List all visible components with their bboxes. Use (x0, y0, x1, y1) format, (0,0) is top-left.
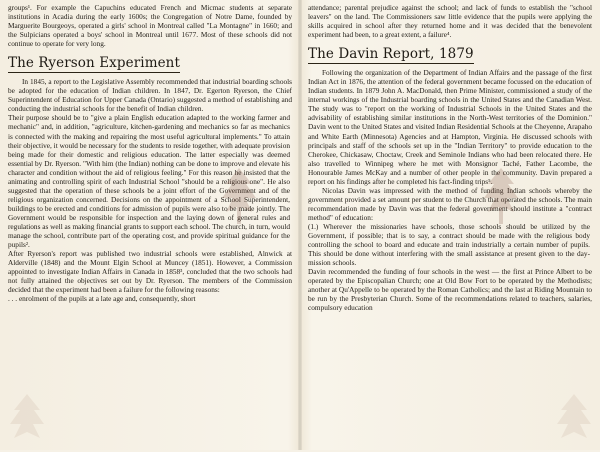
left-paragraph-1: In 1845, a report to the Legislative Assembly recommended that industrial boarding schools be adopted for the education of Indian children. In 1847, Dr. Egerton Ryerson, the Chief Superintendent of Education for Upper Canada (Ontario) suggested a method of establishing and conducting the industrial schools for the benefit of Indian children. (8, 77, 292, 114)
right-paragraph-3: Davin recommended the funding of four schools in the west — the first at Prince Albert to be operated by the Episcopalian Church; one at Old Bow Fort to be operated by the Methodists; another at Qu'Appelle to be operated by the Roman Catholics; and the last at Riding Mountain to be run by the Presbyterian Church. Some of the recommendations related to teachers, salaries, compulsory education (308, 267, 592, 313)
section-heading-ryerson: The Ryerson Experiment (8, 55, 180, 72)
feather-watermark-icon (480, 166, 522, 226)
right-page (300, 0, 600, 450)
right-intro-paragraph: attendance; parental prejudice against the school; and lack of funds to establish the "school leavers" on the land. The Commissioners saw little evidence that the pupils were applying the skills acquired in school after they returned home and it was decided that the benevolent experiment had been, to a great extent, a failure⁴. (308, 3, 592, 40)
heading-underline (308, 63, 474, 64)
feather-watermark-icon (553, 392, 595, 452)
left-intro-paragraph: groups¹. For example the Capuchins educated French and Micmac students at separate institutions in Acadia during the early 1600s; the Congregation of Notre Dame, founded by Marguerite Bourgeoys, operated a girls' school in Montreal called "La Montagne" in 1660; and the Sulpicians operated a boys' school in Montreal until 1677. Most of these schools did not continue to operate for very long. (8, 3, 292, 49)
right-paragraph-2: Nicolas Davin was impressed with the method of funding Indian schools whereby the government provided a set amount per student to the Church that operated the schools. The main recommendation made by Davin was that the federal government should institute a "contract method" of education: (308, 185, 592, 222)
left-paragraph-3: . . . enrolment of the pupils at a late age and, consequently, short (8, 294, 196, 304)
section-heading-davin: The Davin Report, 1879 (308, 46, 474, 63)
heading-underline (8, 72, 180, 73)
right-block-quote: (1.) Wherever the missionaries have schools, those schools should be utilized by the Government, if possible; that is to say, a contract should be made with the religious body controlling the school to board and educate and train industrially a certain number of pupils. This should be done without interfering with the small assistance at present given to the day-mission schools. (308, 221, 590, 268)
feather-watermark-icon (218, 166, 260, 226)
feather-watermark-icon (6, 392, 48, 452)
left-paragraph-2: After Ryerson's report was published two industrial schools were established, Alnwick at Alderville (1848) and the Mount Elgin School at Muncey (1851). However, a Commission appointed to investigate Indian Affairs in Canada in 1858³, concluded that the two schools had not fully attained the objectives set out by Dr. Ryerson. The members of the Commission decided that the experiment had been a failure for the following reasons: (8, 249, 292, 295)
right-paragraph-1: Following the organization of the Department of Indian Affairs and the passage of the first Indian Act in 1876, the attention of the federal government became focussed on the education of Indian students. In 1879 John A. MacDonald, then Prime Minister, commissioned a study of the internal workings of the Industrial boarding schools in the United States and the Canadian West. The study was to "report on the working of Industrial Schools in the United States and the advisability of establishing similar institutions in the North-West territories of the Dominion." Davin went to the United States and visited Indian Residential Schools at the Cheyenne, Arapaho and White Earth (Minnesota) Agencies and at Hampton, Virginia. He discussed schools with principals and staff of the schools set up in the "Indian Territory" to provide education to the Cherokee, Chickasaw, Choctaw, Creek and Seminole Indians who had been relocated there. He also travelled to Winnipeg where he met with Monsignor Taché, Father Lacombe, the Honourable James McKay and a number of other people in the community. Davin prepared a report on his findings after he completed his fact-finding trips⁵. (308, 68, 592, 186)
left-block-quote: Their purpose should be to "give a plain English education adapted to the working farmer and mechanic" and, in addition, "agriculture, kitchen-gardening and mechanics so far as mechanics is connected with the making and repairing the most useful agricultural implements." To attain their objective, it would be necessary for the students to reside together, with adequate provision being made for their domestic and religious education. The latter especially was deemed essential by Dr. Ryerson. "With him (the Indian) nothing can be done to improve and elevate his character and condition without the aid of religious feeling." For this reason he insisted that the animating and controlling spirit of each Industrial School "should be a religious one". He also suggested that the operation of these schools be a joint effort of the Government and of the religious organization concerned. Decisions on the appointment of a School Superintendent, buildings to be erected and conditions for admission of pupils were also to be made jointly. The Government would be responsible for inspection and the laying down of general rules and regulations as well as making financial grants to support each school. The church, in turn, would manage the school, contribute part of the operating cost, and provide spiritual guidance for the pupils². (8, 113, 290, 250)
book-spine-shadow (298, 0, 302, 450)
